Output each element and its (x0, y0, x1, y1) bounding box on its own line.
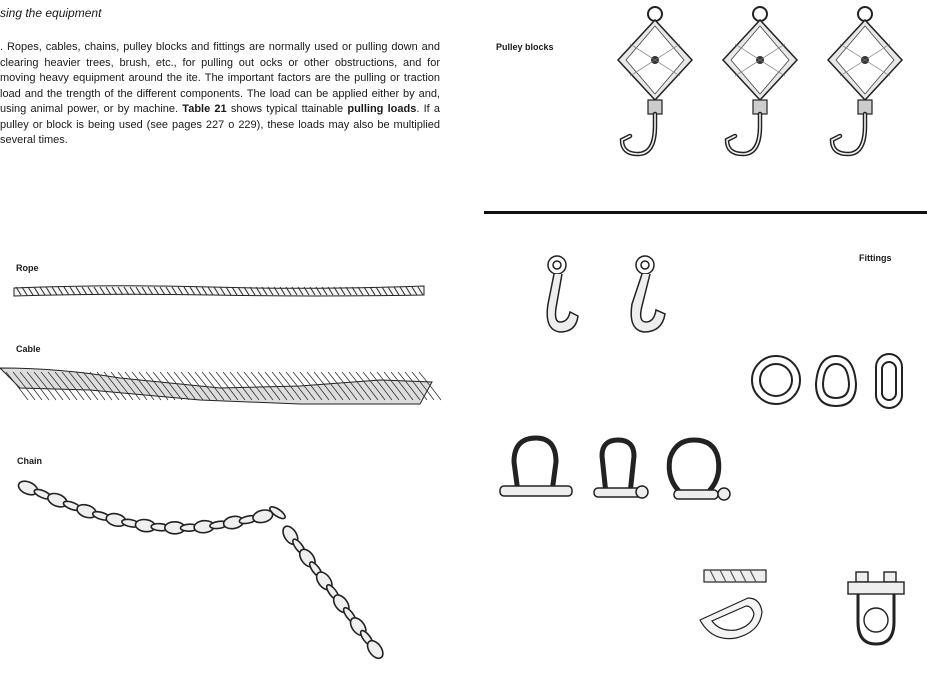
pulley-block (828, 7, 902, 154)
section-heading: sing the equipment (0, 6, 102, 20)
intro-paragraph (0, 40, 440, 149)
cable-illustration (0, 362, 436, 408)
para-text-2: shows typical ttainable (226, 103, 348, 115)
chain-illustration (18, 472, 398, 668)
pulley-blocks-illustration (600, 4, 920, 168)
chain-label: Chain (17, 456, 43, 466)
section-divider (484, 211, 927, 214)
wire-rope-clip-illustration (690, 568, 780, 650)
u-bolt-clamp-illustration (842, 570, 910, 652)
fittings-label: Fittings (859, 253, 892, 263)
para-text-3: . If a pulley or block is being used (see pages 227 o 229), these loads may also be multiplied several times. (0, 103, 440, 146)
shackles-illustration (496, 432, 736, 520)
para-text-1: . Ropes, cables, chains, pulley blocks and fittings are normally used or pulling down and clearing heavier trees, brush, etc., for pulling out ocks or other obstructions, and for moving heavy equipment around the ite. The important factors are the pulling or traction load and the trength of the different components. The load can be applied either by and, using animal power, or by machine. (0, 41, 440, 115)
pulley-block (723, 7, 797, 154)
table-reference: Table 21 (182, 103, 227, 115)
rope-illustration (12, 282, 426, 300)
rings-illustration (748, 350, 908, 412)
rope-label: Rope (16, 263, 39, 273)
pulley-blocks-label: Pulley blocks (496, 42, 554, 52)
cable-label: Cable (16, 344, 41, 354)
hooks-illustration (520, 250, 670, 342)
pulley-block (618, 7, 692, 154)
pulling-loads-term: pulling loads (347, 103, 417, 115)
